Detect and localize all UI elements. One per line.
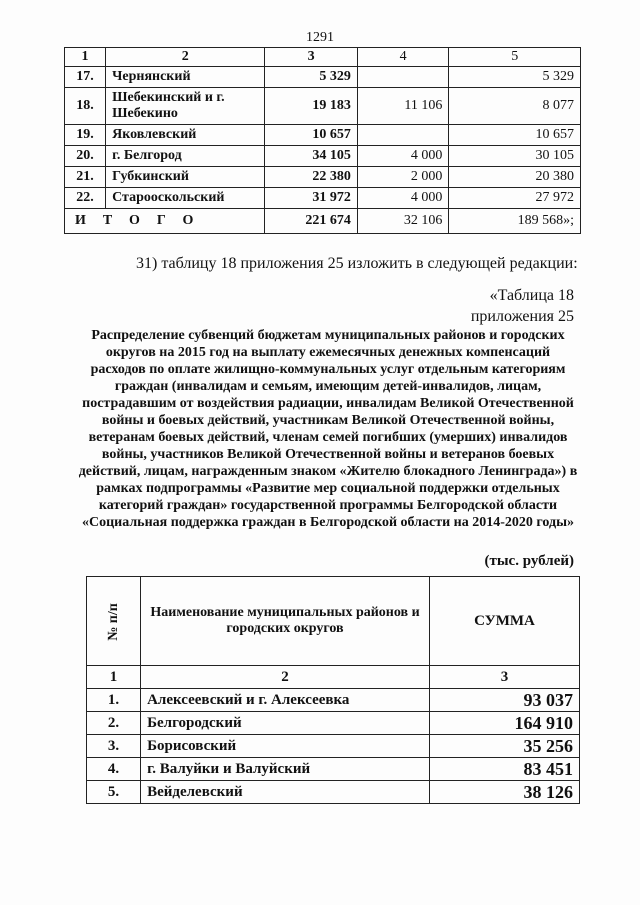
district-name: Борисовский [141,735,430,758]
cell-value: 20 380 [449,167,581,188]
cell-value: 34 105 [265,146,358,167]
total-row [65,209,581,234]
district-name: г. Валуйки и Валуйский [141,758,430,781]
cell-value: 30 105 [449,146,581,167]
col-header-number-text: № п/п [105,602,121,641]
col-number: 1 [87,666,141,689]
table-row [87,781,580,804]
cell-value: 10 657 [265,125,358,146]
cell-value: 19 183 [265,88,358,125]
column-number-row [87,666,580,689]
cell-value: 31 972 [265,188,358,209]
cell-value: 5 329 [265,67,358,88]
table-header-row [65,48,581,67]
row-number: 21. [65,167,106,188]
cell-value: 11 106 [357,88,448,125]
sum-value: 93 037 [429,689,579,712]
cell-value: 2 000 [357,167,448,188]
district-name: г. Белгород [106,146,265,167]
col-header: 3 [265,48,358,67]
subvention-table [86,576,580,804]
units-label: (тыс. рублей) [484,553,574,569]
cell-value: 5 329 [449,67,581,88]
sum-value: 83 451 [429,758,579,781]
row-number: 22. [65,188,106,209]
col-number: 2 [141,666,430,689]
row-number: 2. [87,712,141,735]
sum-value: 38 126 [429,781,579,804]
cell-value: 10 657 [449,125,581,146]
table-reference-line: приложения 25 [470,308,574,325]
table-reference [471,285,574,327]
table-row [65,167,581,188]
table-row [87,689,580,712]
row-number: 18. [65,88,106,125]
district-name: Белгородский [141,712,430,735]
cell-value: 22 380 [265,167,358,188]
col-header-sum: СУММА [429,577,579,666]
row-number: 19. [65,125,106,146]
district-name: Шебекинский и г. Шебекино [106,88,265,125]
total-value: 221 674 [265,209,358,234]
district-name: Губкинский [106,167,265,188]
table-row [65,146,581,167]
table-row [65,88,581,125]
table-row [65,67,581,88]
col-number: 3 [429,666,579,689]
table-row [65,125,581,146]
cell-value: 4 000 [357,188,448,209]
table-row [87,735,580,758]
district-name: Старооскольский [106,188,265,209]
row-number: 20. [65,146,106,167]
cell-value: 4 000 [357,146,448,167]
table-reference-line: «Таблица 18 [489,287,574,304]
table-row [87,758,580,781]
district-name: Вейделевский [141,781,430,804]
col-header-name: Наименование муниципальных районов и городских округов [141,577,430,666]
row-number: 1. [87,689,141,712]
amendment-paragraph: 31) таблицу 18 приложения 25 изложить в следующей редакции: [136,255,578,272]
cell-value: 27 972 [449,188,581,209]
district-name: Алексеевский и г. Алексеевка [141,689,430,712]
sum-value: 164 910 [429,712,579,735]
cell-value [357,125,448,146]
table-title: Распределение субвенций бюджетам муниципальных районов и городских округов на 2015 год на выплату ежемесячных денежных компенсаций расходов по оплате жилищно-коммунальных услуг отдельным категориям граждан (инвалидам и семьям, имеющим детей-инвалидов, лицам, пострадавшим от воздействия радиации, инвалидам Великой Отечественной войны и боевых действий, участникам Великой Отечественной войны, ветеранам боевых действий, членам семей погибших (умерших) инвалидов войны, участников Великой Отечественной войны и ветеранов боевых действий, лицам, награжденным знаком «Жителю блокадного Ленинграда») в рамках подпрограммы «Развитие мер социальной поддержки отдельных категорий граждан» государственной программы Белгородской области «Социальная поддержка граждан в Белгородской области на 2014-2020 годы» [78,328,578,530]
total-label: ИТОГО [65,209,265,234]
row-number: 17. [65,67,106,88]
table-row [65,188,581,209]
total-value: 32 106 [357,209,448,234]
district-name: Яковлевский [106,125,265,146]
col-header: 1 [65,48,106,67]
page-number: 1291 [306,30,334,45]
cell-value [357,67,448,88]
cell-value: 8 077 [449,88,581,125]
sum-value: 35 256 [429,735,579,758]
continued-table [64,47,581,234]
row-number: 3. [87,735,141,758]
district-name: Чернянский [106,67,265,88]
col-header: 5 [449,48,581,67]
col-header: 2 [106,48,265,67]
total-value: 189 568»; [449,209,581,234]
col-header: 4 [357,48,448,67]
row-number: 4. [87,758,141,781]
table-header-row [87,577,580,666]
row-number: 5. [87,781,141,804]
col-header-number [87,577,141,666]
table-row [87,712,580,735]
